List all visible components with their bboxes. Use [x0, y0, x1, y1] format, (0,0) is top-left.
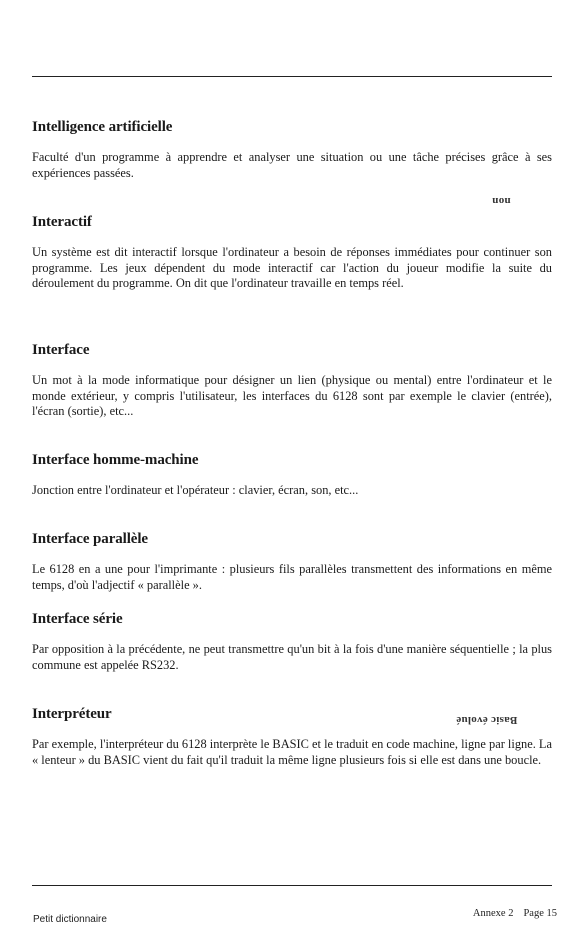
footer-page-info — [473, 908, 557, 919]
entry-interface-serie — [32, 610, 552, 673]
footer-page-number: Page 15 — [523, 908, 557, 919]
entry-intelligence-artificielle — [32, 118, 552, 181]
entry-interactif — [32, 213, 552, 292]
entry-term: Interface — [32, 342, 90, 358]
entry-term: Interface homme-machine — [32, 452, 199, 468]
footer-title: Petit dictionnaire — [33, 914, 107, 925]
entry-definition: Un mot à la mode informatique pour désigner un lien (physique ou mental) entre l'ordinateur et le monde extérieur, y compris l'utilisateur, les interfaces du 6128 sont par exemple le clavier (entrée), l'écran (sortie), etc... — [32, 373, 552, 418]
footer-rule — [32, 885, 552, 886]
entry-definition: Faculté d'un programme à apprendre et analyser une situation ou une tâche précises grâce à ses expériences passées. — [32, 150, 552, 180]
entry-definition: Par opposition à la précédente, ne peut transmettre qu'un bit à la fois d'une manière séquentielle ; la plus commune est appelée RS232. — [32, 642, 552, 672]
footer-section: Annexe 2 — [472, 908, 514, 919]
entry-definition: Un système est dit interactif lorsque l'ordinateur a besoin de réponses immédiates pour continuer son programme. Les jeux dépendent du mode interactif car l'action du joueur modifie la suite du déroulement du programme. On dit que l'ordinateur travaille en temps réel. — [32, 245, 552, 290]
entry-term: Intelligence artificielle — [32, 119, 173, 135]
entry-definition: Jonction entre l'ordinateur et l'opérateur : clavier, écran, son, etc... — [32, 483, 359, 497]
entry-interface-parallele — [32, 530, 552, 593]
entry-term: Interface parallèle — [32, 531, 148, 547]
entry-interface-homme-machine — [32, 451, 552, 499]
entry-definition: Le 6128 en a une pour l'imprimante : plusieurs fils parallèles transmettent des informations en même temps, d'où l'adjectif « parallèle ». — [32, 562, 552, 592]
entry-term: Interpréteur — [32, 706, 112, 722]
entry-interpreteur — [32, 705, 552, 768]
bleed-through-text: Basic évolué — [456, 714, 518, 726]
entry-interface — [32, 341, 552, 420]
bleed-through-text: non — [492, 195, 511, 207]
header-rule — [32, 76, 552, 77]
entry-term: Interactif — [32, 214, 92, 230]
entry-definition: Par exemple, l'interpréteur du 6128 interprète le BASIC et le traduit en code machine, ligne par ligne. La « lenteur » du BASIC vient du fait qu'il traduit la même ligne plusieurs fois si elle est dans une boucle. — [32, 737, 552, 767]
entry-term: Interface série — [32, 611, 123, 627]
